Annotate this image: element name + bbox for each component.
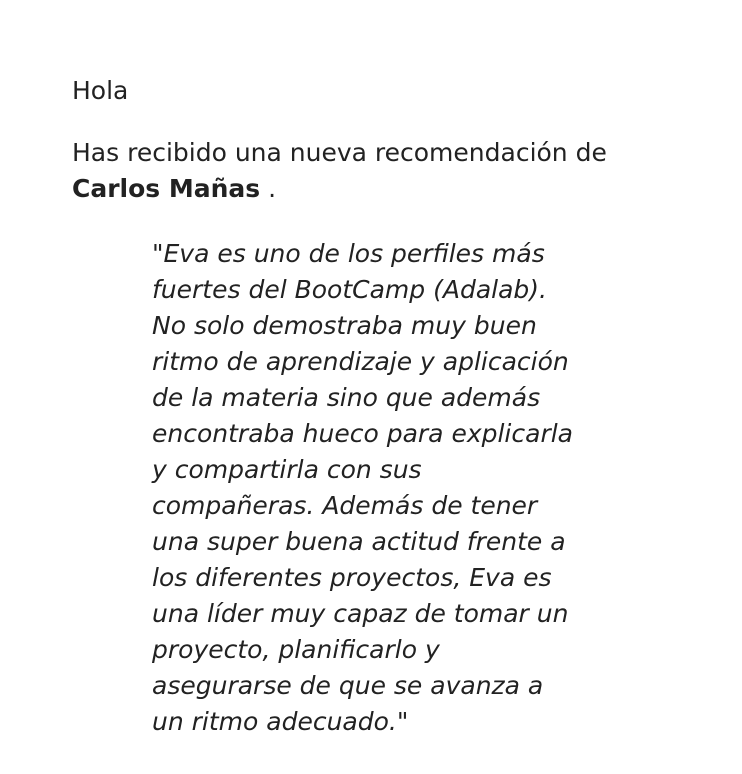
quote-line: los diferentes proyectos, Eva es: [152, 563, 552, 592]
quote-line: No solo demostraba muy buen: [152, 311, 537, 340]
quote-line: compañeras. Además de tener: [152, 491, 538, 520]
quote-line: "Eva es uno de los perfiles más: [152, 239, 545, 268]
quote-line: un ritmo adecuado.": [152, 707, 409, 736]
quote-line: fuertes del BootCamp (Adalab).: [152, 275, 547, 304]
intro-end: .: [268, 174, 277, 203]
quote-line: encontraba hueco para explicarla: [152, 419, 573, 448]
quote-line: de la materia sino que además: [152, 383, 541, 412]
intro-text: Has recibido una nueva recomendación de: [72, 138, 607, 167]
greeting: Hola: [72, 76, 129, 105]
quote-line: ritmo de aprendizaje y aplicación: [152, 347, 569, 376]
quote-line: una líder muy capaz de tomar un: [152, 599, 569, 628]
quote-line: proyecto, planificarlo y: [152, 635, 440, 664]
sender-name: Carlos Mañas: [72, 174, 261, 203]
quote-line: asegurarse de que se avanza a: [152, 671, 544, 700]
quote-line: una super buena actitud frente a: [152, 527, 566, 556]
recommendation-intro: [72, 135, 712, 207]
recommendation-quote: [152, 236, 622, 740]
email-content: [72, 73, 712, 207]
quote-line: y compartirla con sus: [152, 455, 422, 484]
